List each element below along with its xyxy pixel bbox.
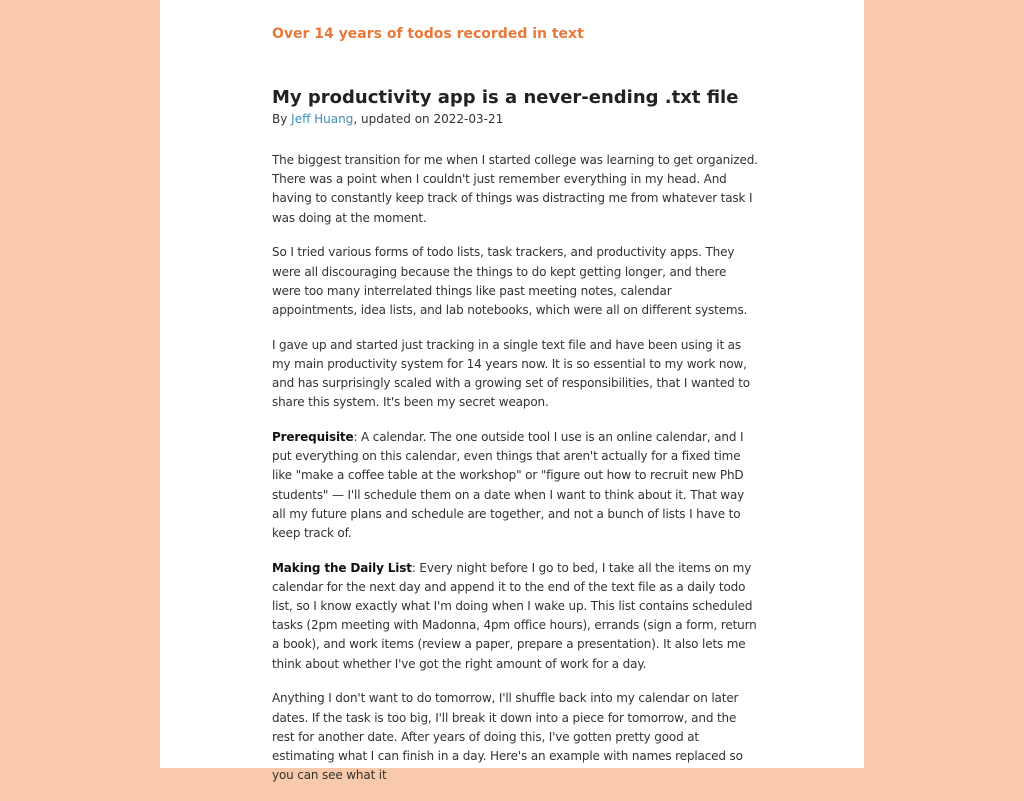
site-tagline: Over 14 years of todos recorded in text: [272, 26, 584, 42]
paragraph-text: : A calendar. The one outside tool I use is an online calendar, and I put everything on this calendar, even things that aren't actually for a fixed time like "make a coffee table at the workshop" or "figure out how to recruit new PhD students" — I'll schedule them on a date when I want to think about it. That way all my future plans and schedule are together, and not a bunch of lists I have to keep track of.: [272, 429, 745, 540]
article-body: [272, 151, 758, 801]
page-background: [160, 0, 864, 783]
paragraph-2: [272, 243, 758, 320]
paragraph-1: [272, 151, 758, 228]
paragraph-text: : Every night before I go to bed, I take all the items on my calendar for the next day and append it to the end of the text file as a daily todo list, so I know exactly what I'm doing when I wake up. This list contains scheduled tasks (2pm meeting with Madonna, 4pm office hours), errands (sign a form, return a book), and work items (review a paper, prepare a presentation). It also lets me think about whether I've got the right amount of work for a day.: [272, 560, 757, 671]
paragraph-text: So I tried various forms of todo lists, task trackers, and productivity apps. They were all discouraging because the things to do kept getting longer, and there were too many interrelated things like past meeting notes, calendar appointments, idea lists, and lab notebooks, which were all on different systems.: [272, 245, 748, 317]
author-link[interactable]: Jeff Huang: [291, 112, 354, 126]
paragraph-lead: Making the Daily List: [272, 560, 412, 575]
byline-updated-date: , updated on 2022-03-21: [353, 112, 504, 126]
article-title: My productivity app is a never-ending .txt file: [272, 87, 739, 108]
byline: [272, 112, 503, 126]
byline-prefix: By: [272, 112, 292, 126]
paragraph-6: [272, 689, 758, 785]
paragraph-daily-list: [272, 559, 758, 674]
paragraph-3: [272, 336, 758, 413]
paragraph-text: I gave up and started just tracking in a single text file and have been using it as my main productivity system for 14 years now. It is so essential to my work now, and has surprisingly scaled with a growing set of responsibilities, that I wanted to share this system. It's been my secret weapon.: [272, 337, 750, 410]
paragraph-prerequisite: [272, 428, 758, 543]
paragraph-text: The biggest transition for me when I started college was learning to get organized. There was a point when I couldn't just remember everything in my head. And having to constantly keep track of things was distracting me from whatever task I was doing at the moment.: [272, 153, 758, 225]
paragraph-lead: Prerequisite: [272, 429, 354, 444]
paragraph-text: Anything I don't want to do tomorrow, I'll shuffle back into my calendar on later dates. If the task is too big, I'll break it down into a piece for tomorrow, and the rest for another date. After years of doing this, I've gotten pretty good at estimating what I can finish in a day. Here's an example with names replaced so you can see what it: [272, 691, 743, 783]
